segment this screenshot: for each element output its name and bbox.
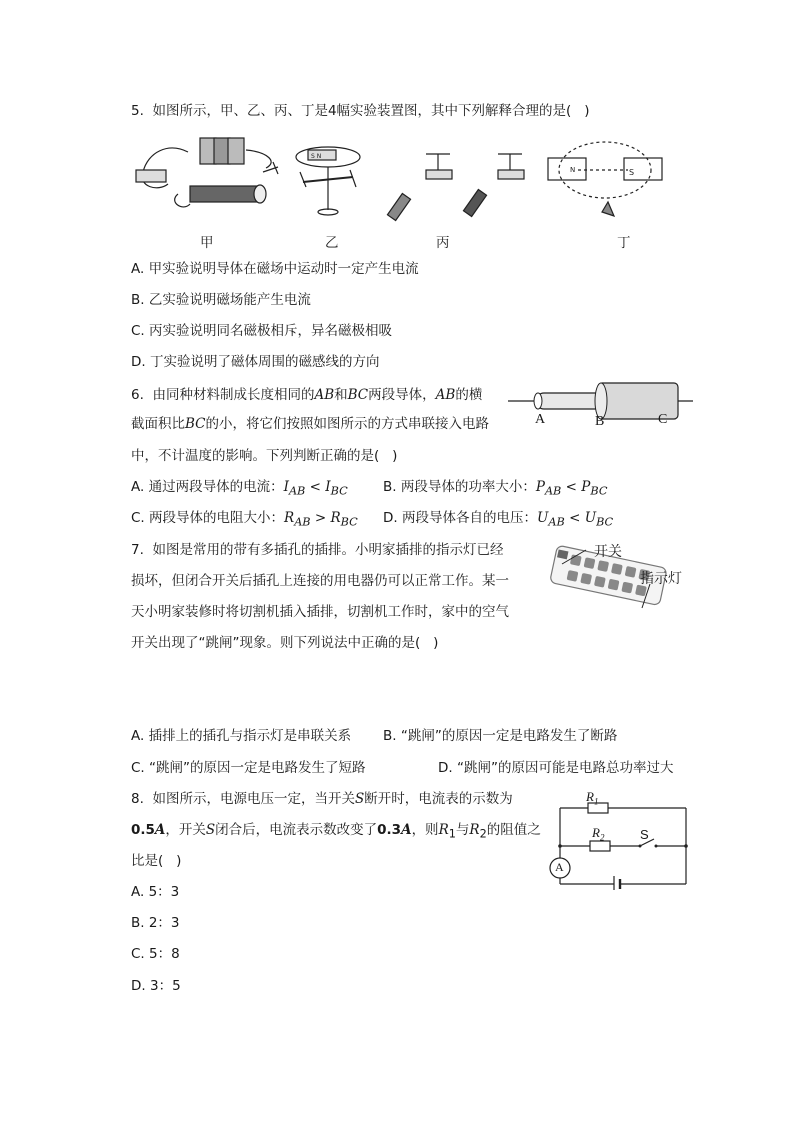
q6-stem-line3: 中，不计温度的影响。下列判断正确的是( ): [131, 448, 398, 464]
q5-option-b: B. 乙实验说明磁场能产生电流: [131, 292, 311, 308]
q8-option-a: A. 5：3: [131, 884, 180, 900]
q5-fig-yi-text: S N: [311, 153, 322, 160]
q6-fig-label-b: B: [595, 414, 605, 429]
q8-option-b: B. 2：3: [131, 915, 180, 931]
q7-option-b: B. “跳闸”的原因一定是电路发生了断路: [383, 728, 618, 744]
q7-option-c: C. “跳闸”的原因一定是电路发生了短路: [131, 760, 366, 776]
q6-option-b: B. 两段导体的功率大小：$P_{AB} < P_{BC}$: [383, 479, 608, 498]
q5-label-ding: 丁: [617, 235, 631, 251]
q5-fig-ding-n: N: [570, 166, 576, 174]
q8-fig-r1-label: $R_1$: [586, 789, 599, 807]
q5-stem: 5. 如图所示，甲、乙、丙、丁是4幅实验装置图，其中下列解释合理的是( ): [131, 103, 590, 119]
q5-fig-ding-s: S: [629, 168, 635, 177]
q8-fig-switch-label: S: [640, 827, 649, 842]
q6-fig-label-c: C: [658, 412, 668, 427]
q5-fig-bing: [387, 154, 524, 221]
q8-fig-r2-label: $R_2$: [592, 825, 605, 843]
q8-option-c: C. 5：8: [131, 946, 180, 962]
q5-fig-ding: [548, 142, 662, 216]
q6-fig-label-a: A: [535, 412, 546, 427]
q6-option-a: A. 通过两段导体的电流：$I_{AB} < I_{BC}$: [131, 479, 348, 498]
q7-stem-line1: 7. 如图是常用的带有多插孔的插排。小明家插排的指示灯已经: [131, 542, 504, 558]
q7-stem-line3: 天小明家装修时将切割机插入插排，切割机工作时，家中的空气: [131, 604, 509, 620]
q8-stem-line3: 比是( ): [131, 853, 182, 869]
q5-option-a: A. 甲实验说明导体在磁场中运动时一定产生电流: [131, 261, 419, 277]
q8-stem-line2: 0.5A，开关S闭合后，电流表示数改变了0.3A，则$R_1$与$R_2$的阻值之: [131, 822, 541, 841]
q5-fig-yi: [296, 147, 360, 215]
q7-stem-line4: 开关出现了“跳闸”现象。则下列说法中正确的是( ): [131, 635, 439, 651]
q5-label-jia: 甲: [200, 235, 214, 251]
q8-fig-ammeter-label: A: [555, 860, 564, 874]
q6-option-d: D. 两段导体各自的电压：$U_{AB} < U_{BC}$: [383, 510, 614, 529]
q7-fig-indicator-label: 指示灯: [640, 571, 682, 587]
q7-stem-line2: 损坏，但闭合开关后插孔上连接的用电器仍可以正常工作。某一: [131, 573, 509, 589]
q7-option-a: A. 插排上的插孔与指示灯是串联关系: [131, 728, 352, 744]
q5-label-bing: 丙: [436, 235, 450, 251]
q6-option-c: C. 两段导体的电阻大小：$R_{AB} > R_{BC}$: [131, 510, 358, 529]
q8-stem-line1: 8. 如图所示，电源电压一定，当开关S断开时，电流表的示数为: [131, 791, 513, 807]
q8-option-d: D. 3：5: [131, 978, 181, 994]
q5-figure-row: [128, 132, 668, 224]
q6-stem-line1: 6. 由同种材料制成长度相同的AB和BC两段导体，AB的横: [131, 387, 483, 403]
q7-option-d: D. “跳闸”的原因可能是电路总功率过大: [438, 760, 674, 776]
q5-option-d: D. 丁实验说明了磁体周围的磁感线的方向: [131, 354, 380, 370]
q5-fig-jia: [136, 138, 278, 207]
q7-fig-switch-label: 开关: [594, 544, 622, 560]
q5-option-c: C. 丙实验说明同名磁极相斥，异名磁极相吸: [131, 323, 393, 339]
q6-stem-line2: 截面积比BC的小，将它们按照如图所示的方式串联接入电路: [131, 416, 490, 432]
q5-label-yi: 乙: [325, 235, 339, 251]
